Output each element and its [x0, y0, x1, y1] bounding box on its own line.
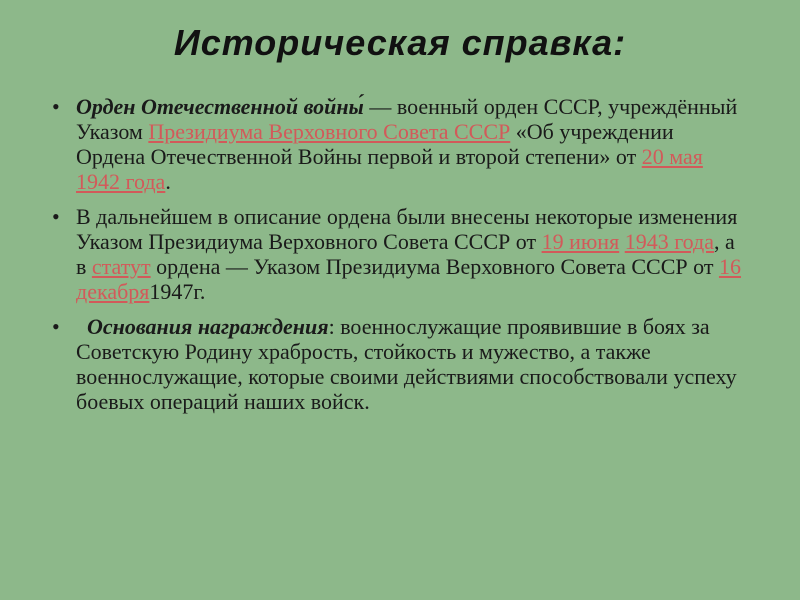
bullet-marker: •: [52, 94, 60, 119]
bullet-text: 1947г.: [149, 279, 206, 304]
presidium-link[interactable]: Президиума Верховного Совета СССР: [148, 119, 511, 144]
bullet-item-order-definition: [48, 94, 748, 194]
bullet-list: [48, 94, 748, 424]
bullet-text: ордена — Указом Президиума Верховного Совета СССР от: [150, 254, 719, 279]
bullet-item-changes: [48, 204, 748, 304]
year-link-1943[interactable]: 1943 года: [624, 229, 715, 254]
date-link-19-june[interactable]: 19 июня: [541, 229, 620, 254]
bullet-text: — военный орден СССР, учреждённый Указом: [76, 94, 738, 144]
statute-link[interactable]: статут: [91, 254, 151, 279]
year-link-1942[interactable]: 1942 года: [76, 169, 166, 194]
bullet-marker: •: [52, 204, 60, 229]
bullet-marker: •: [52, 314, 60, 339]
bullet-text: [76, 314, 87, 339]
bullet-item-award-grounds: [48, 314, 748, 414]
award-grounds-term: Основания награждения: [87, 314, 329, 339]
bullet-text: .: [165, 169, 171, 194]
bullet-text: В дальнейшем в описание ордена были внесены некоторые изменения Указом Президиума Верховного Совета СССР от: [76, 204, 738, 254]
bullet-text: «Об учреждении Ордена Отечественной Войны первой и второй степени» от: [76, 119, 674, 169]
order-name-term: Орден Отечественной войны́: [76, 94, 364, 119]
bullet-text: , а в: [76, 229, 735, 279]
date-link-16-december[interactable]: 16 декабря: [76, 254, 741, 304]
bullet-text: : военнослужащие проявившие в боях за Советскую Родину храбрость, стойкость и мужество, а также военнослужащие, которые своими действиями способствовали успеху боевых операций наших войск.: [76, 314, 737, 414]
slide-title: Историческая справка:: [173, 22, 627, 63]
date-link-20-may[interactable]: 20 мая: [641, 144, 703, 169]
